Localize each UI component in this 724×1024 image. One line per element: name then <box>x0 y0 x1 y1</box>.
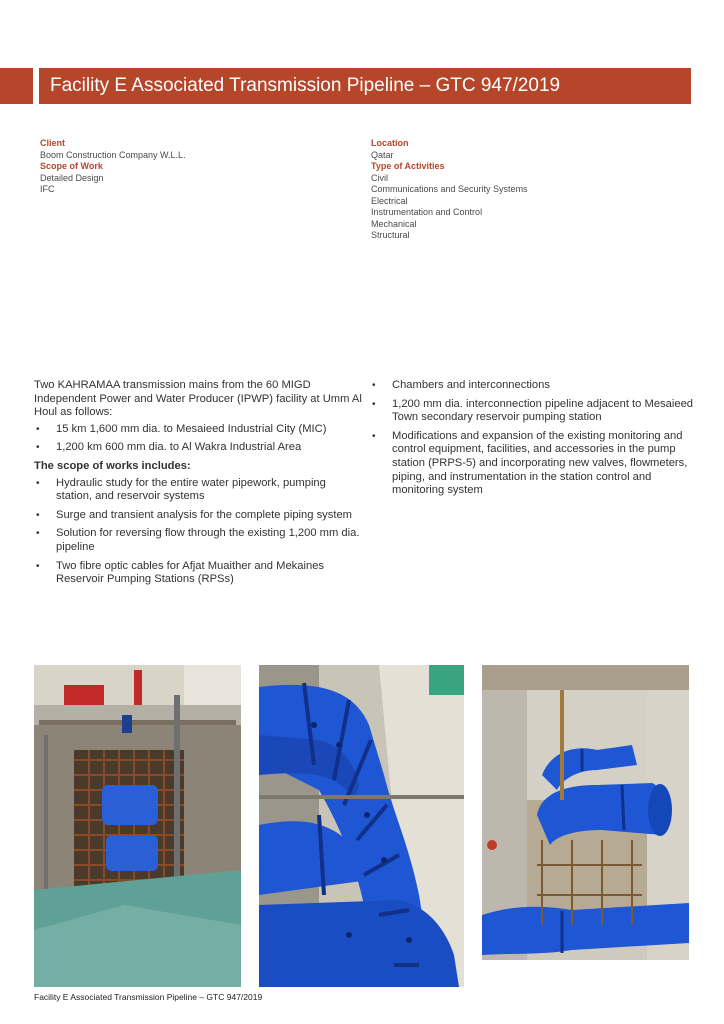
activities-label: Type of Activities <box>371 161 445 171</box>
list-item: • Hydraulic study for the entire water pipework, pumping station, and reservoir systems <box>34 477 364 504</box>
page-title: Facility E Associated Transmission Pipeline – GTC 947/2019 <box>39 68 691 104</box>
description-left-column <box>34 379 364 592</box>
site-photo-rebar-cage <box>34 665 241 987</box>
scope-label: Scope of Work <box>40 161 103 171</box>
project-meta-left <box>40 138 340 196</box>
list-item: • 1,200 mm dia. interconnection pipeline adjacent to Mesaieed Town secondary reservoir pumping station <box>370 398 696 425</box>
list-item: • Two fibre optic cables for Afjat Muaither and Mekaines Reservoir Pumping Stations (RPSs) <box>34 560 364 587</box>
mains-list <box>34 423 364 455</box>
location-label: Location <box>371 138 409 148</box>
page-footer: Facility E Associated Transmission Pipeline – GTC 947/2019 <box>34 992 263 1002</box>
site-photo-pipes-concrete-pit <box>482 665 689 960</box>
activity-item: Communications and Security Systems <box>371 184 528 194</box>
list-item: • Chambers and interconnections <box>370 379 696 393</box>
activity-item: Electrical <box>371 195 408 206</box>
scope-list-left <box>34 477 364 587</box>
scope-list-right <box>370 379 696 498</box>
activity-item: Instrumentation and Control <box>371 207 483 217</box>
list-item: • 15 km 1,600 mm dia. to Mesaieed Industrial City (MIC) <box>34 423 364 437</box>
activity-item: Mechanical <box>371 218 417 229</box>
scope-heading: The scope of works includes: <box>34 459 191 472</box>
project-meta-right <box>371 138 671 242</box>
scope-item: Detailed Design <box>40 172 104 183</box>
scope-item: IFC <box>40 184 55 194</box>
site-photo-blue-pipes-chamber <box>259 665 464 987</box>
list-item: • 1,200 km 600 mm dia. to Al Wakra Industrial Area <box>34 441 364 455</box>
list-item: • Modifications and expansion of the existing monitoring and control equipment, facilities, and accessories in the pump station (PRPS-5) and incorporating new valves, flowmeters, piping, and instrumentation in the station control and monitoring system <box>370 430 696 498</box>
list-item: • Solution for reversing flow through the existing 1,200 mm dia. pipeline <box>34 527 364 554</box>
activity-item: Structural <box>371 230 410 240</box>
description-right-column <box>370 379 696 503</box>
location-value: Qatar <box>371 149 394 160</box>
header-accent-block <box>0 68 33 104</box>
client-value: Boom Construction Company W.L.L. <box>40 149 186 160</box>
activity-item: Civil <box>371 172 388 183</box>
list-item: • Surge and transient analysis for the complete piping system <box>34 509 364 523</box>
intro-paragraph: Two KAHRAMAA transmission mains from the 60 MIGD Independent Power and Water Producer (IPWP) facility at Umm Al Houl as follows: <box>34 379 362 419</box>
client-label: Client <box>40 138 66 148</box>
